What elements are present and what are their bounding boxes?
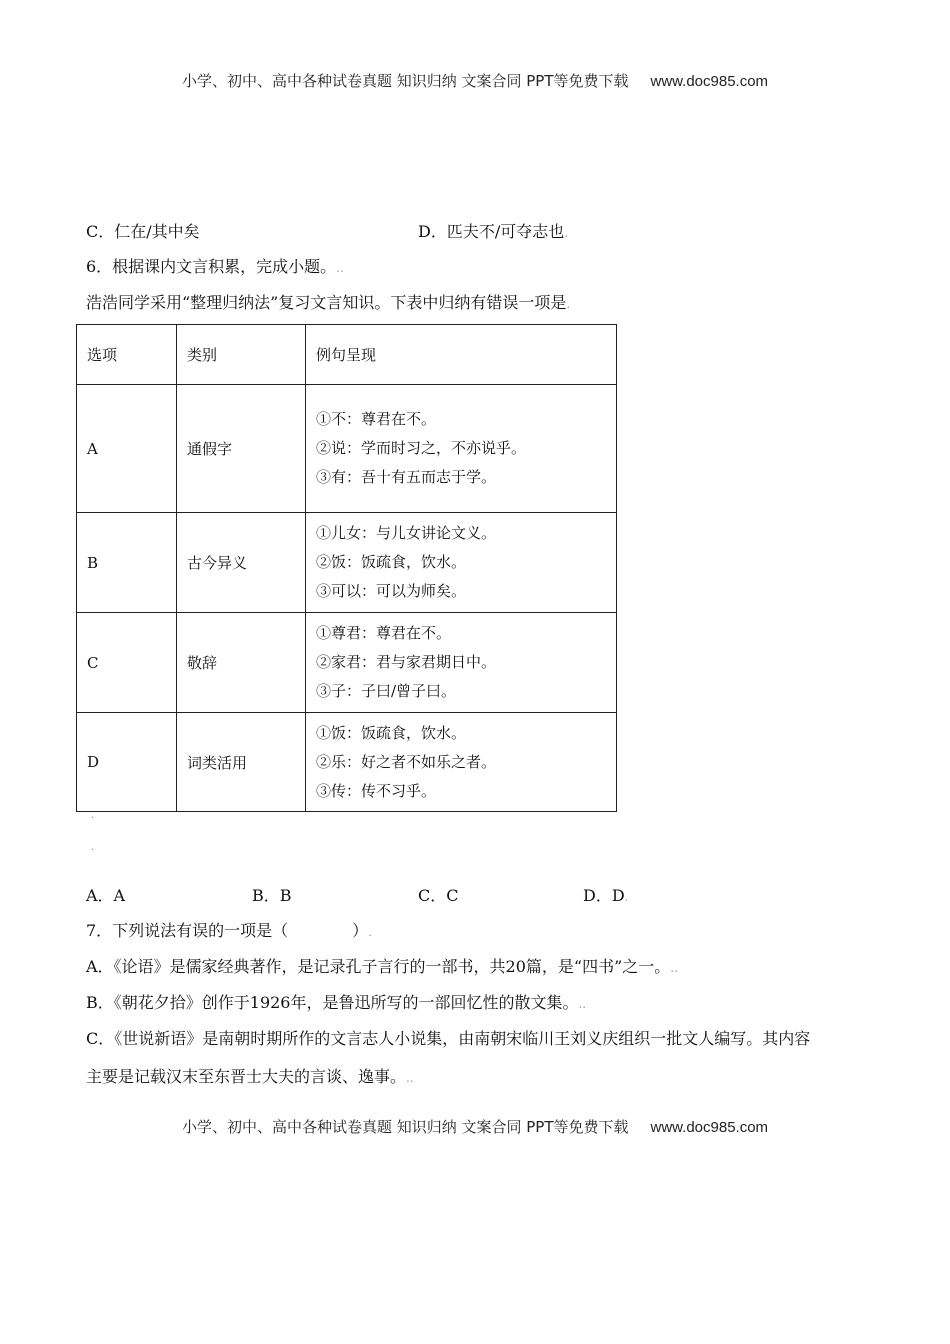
row-category: 敬辞 — [177, 613, 306, 713]
row-examples — [306, 513, 617, 613]
q6-choice-a: A．A — [86, 886, 126, 905]
table-row — [77, 385, 617, 513]
footer-url[interactable]: www.doc985.com — [650, 1119, 769, 1136]
example-line: ②乐：好之者不如乐之者。 — [316, 752, 497, 771]
q7-option-c-line1: C．《世说新语》是南朝时期所作的文言志人小说集，由南朝宋临川王刘义庆组织一批文人编写。其内容 — [86, 1029, 811, 1048]
example-line: ①儿女：与儿女讲论文义。 — [316, 524, 497, 542]
q7-title: 7．下列说法有误的一项是（ ）. — [86, 921, 373, 940]
q7-option-a: A．《论语》是儒家经典著作，是记录孔子言行的一部书，共20篇，是“四书”之一。.. — [86, 957, 678, 976]
q6-prompt: 浩浩同学采用“整理归纳法”复习文言知识。下表中归纳有错误一项是. — [86, 293, 571, 312]
row-option: B — [77, 513, 177, 613]
q5-option-d: D．匹夫不/可夺志也. — [418, 222, 569, 241]
q7-option-b: B．《朝花夕拾》创作于1926年，是鲁迅所写的一部回忆性的散文集。.. — [86, 993, 587, 1012]
example-line: ②饭：饭疏食，饮水。 — [316, 553, 467, 571]
q7-option-c-line2: 主要是记载汉末至东晋士大夫的言谈、逸事。.. — [86, 1067, 414, 1086]
row-option: D — [77, 713, 177, 812]
q6-table — [76, 324, 617, 812]
example-line: ①饭：饭疏食，饮水。 — [316, 723, 467, 742]
row-category: 词类活用 — [177, 713, 306, 812]
page-footer — [0, 1116, 950, 1137]
example-line: ③传：传不习乎。 — [316, 781, 437, 800]
row-option: A — [77, 385, 177, 513]
example-line: ③子：子曰/曾子曰。 — [316, 682, 457, 700]
table-row — [77, 513, 617, 613]
row-examples — [306, 385, 617, 513]
header-category: 类别 — [177, 325, 306, 385]
q5-option-c: C．仁在/其中矣 — [86, 222, 200, 241]
row-category: 通假字 — [177, 385, 306, 513]
example-line: ②说：学而时习之，不亦说乎。 — [316, 439, 527, 457]
q6-title: 6．根据课内文言积累，完成小题。.. — [86, 257, 344, 276]
q6-choice-c: C．C — [418, 886, 459, 905]
row-option: C — [77, 613, 177, 713]
q6-choice-d: D．D. — [583, 886, 629, 905]
example-line: ②家君：君与家君期日中。 — [316, 653, 497, 671]
table-header-row — [77, 325, 617, 385]
row-category: 古今异义 — [177, 513, 306, 613]
table-row — [77, 713, 617, 812]
footer-text: 小学、初中、高中各种试卷真题 知识归纳 文案合同 PPT等免费下载 — [181, 1118, 629, 1136]
header-option: 选项 — [77, 325, 177, 385]
header-text: 小学、初中、高中各种试卷真题 知识归纳 文案合同 PPT等免费下载 — [181, 72, 629, 90]
row-examples — [306, 613, 617, 713]
paragraph-mark: . — [91, 842, 95, 853]
paragraph-mark: . — [91, 810, 95, 821]
row-examples — [306, 713, 617, 812]
example-line: ③有：吾十有五而志于学。 — [316, 468, 497, 486]
example-line: ①尊君：尊君在不。 — [316, 624, 452, 642]
page-header — [0, 70, 950, 91]
header-examples: 例句呈现 — [306, 325, 617, 385]
table-row — [77, 613, 617, 713]
example-line: ①不：尊君在不。 — [316, 410, 437, 428]
example-line: ③可以：可以为师矣。 — [316, 582, 467, 600]
q6-choice-b: B．B — [252, 886, 292, 905]
header-url[interactable]: www.doc985.com — [650, 73, 769, 90]
